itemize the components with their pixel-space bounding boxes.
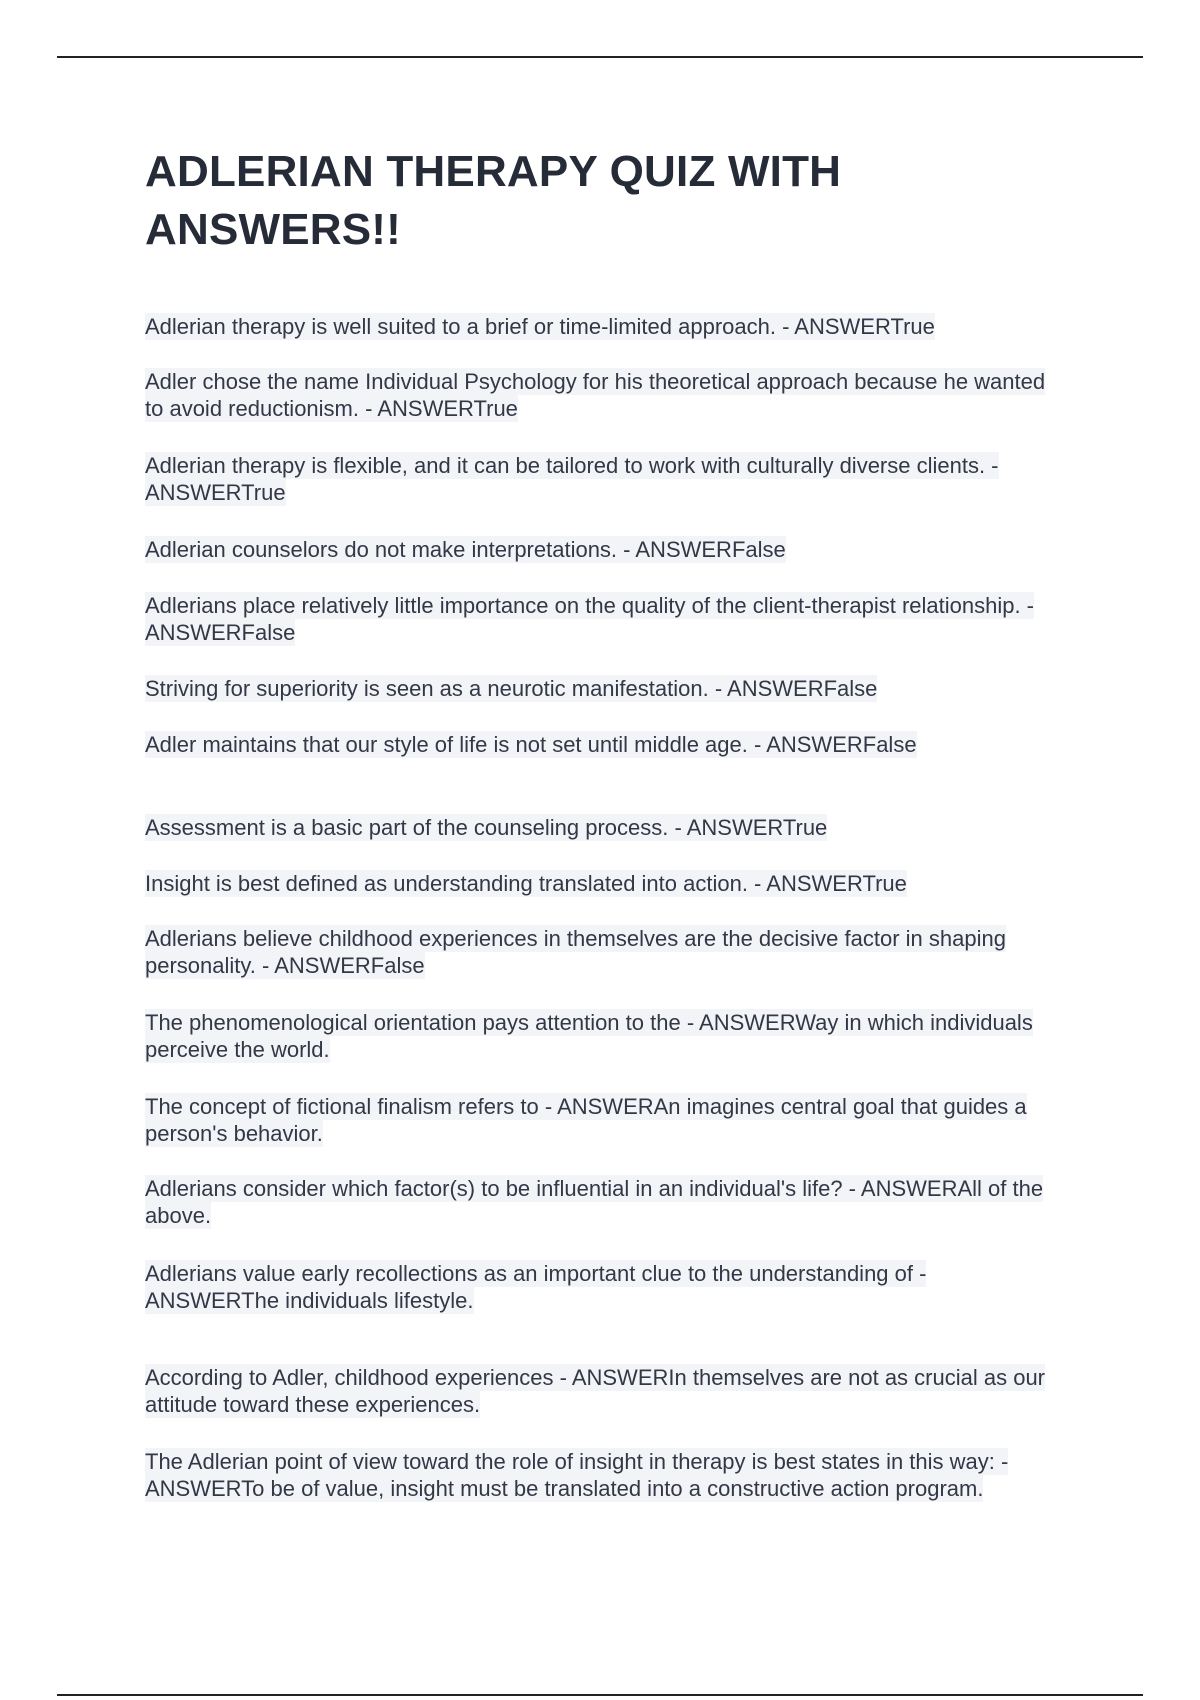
quiz-item: The concept of fictional finalism refers to - ANSWERAn imagines central goal that guides a person's behavior. xyxy=(145,1094,1027,1146)
quiz-item: Assessment is a basic part of the counseling process. - ANSWERTrue xyxy=(145,815,828,840)
quiz-item: Adlerians value early recollections as an important clue to the understanding of - ANSWERThe individuals lifestyle. xyxy=(145,1261,927,1313)
quiz-item: Striving for superiority is seen as a neurotic manifestation. - ANSWERFalse xyxy=(145,676,878,701)
quiz-item: Adler chose the name Individual Psychology for his theoretical approach because he wanted to avoid reductionism. - ANSWERTrue xyxy=(145,369,1046,421)
quiz-item: Adler maintains that our style of life is not set until middle age. - ANSWERFalse xyxy=(145,732,917,757)
quiz-item: Insight is best defined as understanding translated into action. - ANSWERTrue xyxy=(145,871,907,896)
quiz-item: Adlerian therapy is flexible, and it can be tailored to work with culturally diverse clients. - ANSWERTrue xyxy=(145,453,999,505)
bottom-divider xyxy=(57,1694,1143,1696)
top-divider xyxy=(57,56,1143,58)
quiz-item: The phenomenological orientation pays attention to the - ANSWERWay in which individuals perceive the world. xyxy=(145,1010,1033,1062)
page-title: ADLERIAN THERAPY QUIZ WITH ANSWERS!! xyxy=(145,147,842,254)
quiz-item: Adlerians place relatively little importance on the quality of the client-therapist relationship. - ANSWERFalse xyxy=(145,593,1035,645)
quiz-item: Adlerians believe childhood experiences in themselves are the decisive factor in shaping personality. - ANSWERFalse xyxy=(145,926,1006,978)
quiz-item: Adlerians consider which factor(s) to be influential in an individual's life? - ANSWERAll of the above. xyxy=(145,1176,1044,1228)
quiz-item: The Adlerian point of view toward the role of insight in therapy is best states in this way: - ANSWERTo be of value, insight must be translated into a constructive action program. xyxy=(145,1449,1009,1501)
quiz-item: Adlerian therapy is well suited to a brief or time-limited approach. - ANSWERTrue xyxy=(145,314,935,339)
quiz-item: Adlerian counselors do not make interpretations. - ANSWERFalse xyxy=(145,537,786,562)
quiz-item: According to Adler, childhood experiences - ANSWERIn themselves are not as crucial as our attitude toward these experiences. xyxy=(145,1365,1046,1417)
